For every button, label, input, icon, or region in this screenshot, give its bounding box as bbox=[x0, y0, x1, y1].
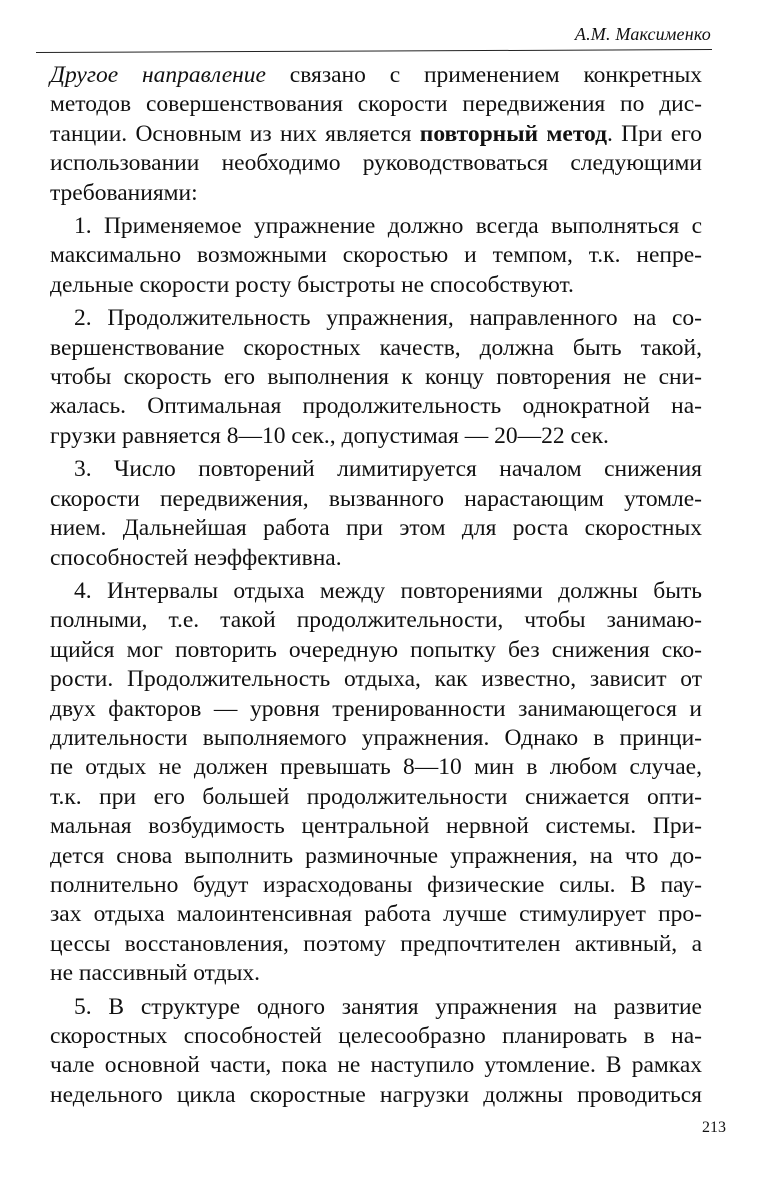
paragraph-intro bbox=[50, 61, 702, 208]
italic-phrase: Другое направление bbox=[50, 62, 266, 88]
text-run: танции. Основным из них является bbox=[50, 120, 420, 147]
text-line: не пассивный отдых. bbox=[50, 960, 261, 987]
text-line: полнительно будут израсходованы физические силы. В пау- bbox=[50, 871, 702, 898]
text-line: рости. Продолжительность отдыха, как известно, зависит от bbox=[50, 666, 702, 693]
text-line bbox=[50, 61, 702, 90]
text-run: . При его bbox=[607, 120, 702, 147]
text-line: нием. Дальнейшая работа при этом для роста скоростных bbox=[50, 515, 702, 542]
text-line: зах отдыха малоинтенсивная работа лучше стимулирует про- bbox=[50, 901, 702, 928]
text-line: 1. Применяемое упражнение должно всегда выполняться с bbox=[74, 213, 702, 240]
page-number: 213 bbox=[702, 1119, 726, 1136]
running-header-author: А.М. Максименко bbox=[574, 24, 711, 44]
text-line: грузки равняется 8—10 сек., допустимая — 20—22 сек. bbox=[50, 422, 609, 449]
text-line: скоростных способностей целесообразно планировать в на- bbox=[50, 1023, 702, 1049]
paragraph-item-2 bbox=[50, 304, 702, 451]
text-line bbox=[50, 120, 702, 149]
bold-term: повторный метод bbox=[419, 120, 608, 147]
text-line: способностей неэффективна. bbox=[50, 544, 342, 571]
text-line: 5. В структуре одного занятия упражнения на развитие bbox=[74, 993, 702, 1020]
text-line: дельные скорости росту быстроты не способствуют. bbox=[50, 271, 574, 298]
text-line: чтобы скорость его выполнения к концу повторения не сни- bbox=[50, 364, 702, 391]
text-line: 2. Продолжительность упражнения, направленного на со- bbox=[74, 305, 702, 332]
text-line: методов совершенствования скорости передвижения по дис- bbox=[50, 91, 702, 118]
text-line: мальная возбудимость центральной нервной системы. При- bbox=[50, 813, 702, 840]
text-line: цессы восстановления, поэтому предпочтителен активный, а bbox=[50, 930, 702, 957]
paragraph-item-1 bbox=[50, 212, 702, 300]
header-rule bbox=[36, 49, 712, 53]
paragraph-item-3 bbox=[50, 455, 702, 573]
text-line: дется снова выполнить разминочные упражнения, на что до- bbox=[50, 842, 702, 869]
text-line: 3. Число повторений лимитируется началом снижения bbox=[74, 456, 702, 483]
text-line: недельного цикла скоростные нагрузки должны проводиться bbox=[50, 1081, 702, 1108]
text-line: максимально возможными скоростью и темпом, т.к. непре- bbox=[50, 242, 702, 269]
text-line: использовании необходимо руководствоваться следующими bbox=[50, 150, 702, 177]
text-line: т.к. при его большей продолжительности снижается опти- bbox=[50, 783, 702, 810]
text-line: скорости передвижения, вызванного нарастающим утомле- bbox=[50, 485, 702, 512]
text-line: щийся мог повторить очередную попытку без снижения ско- bbox=[50, 636, 702, 663]
text-line: требованиями: bbox=[50, 179, 198, 206]
paragraph-item-5 bbox=[50, 993, 702, 1111]
text-line: пе отдых не должен превышать 8—10 мин в любом случае, bbox=[50, 754, 702, 781]
text-run: связано с применением конкретных bbox=[265, 62, 702, 88]
paragraph-item-4 bbox=[50, 577, 702, 989]
text-line: чале основной части, пока не наступило утомление. В рамках bbox=[50, 1052, 702, 1079]
text-line: жалась. Оптимальная продолжительность однократной на- bbox=[50, 393, 702, 420]
text-line: длительности выполняемого упражнения. Однако в принци- bbox=[50, 724, 702, 751]
body-text bbox=[50, 61, 702, 1110]
text-line: полными, т.е. такой продолжительности, чтобы занимаю- bbox=[50, 607, 702, 634]
text-line: 4. Интервалы отдыха между повторениями должны быть bbox=[74, 577, 702, 604]
text-line: вершенствование скоростных качеств, должна быть такой, bbox=[50, 334, 702, 361]
text-line: двух факторов — уровня тренированности занимающегося и bbox=[50, 695, 702, 722]
